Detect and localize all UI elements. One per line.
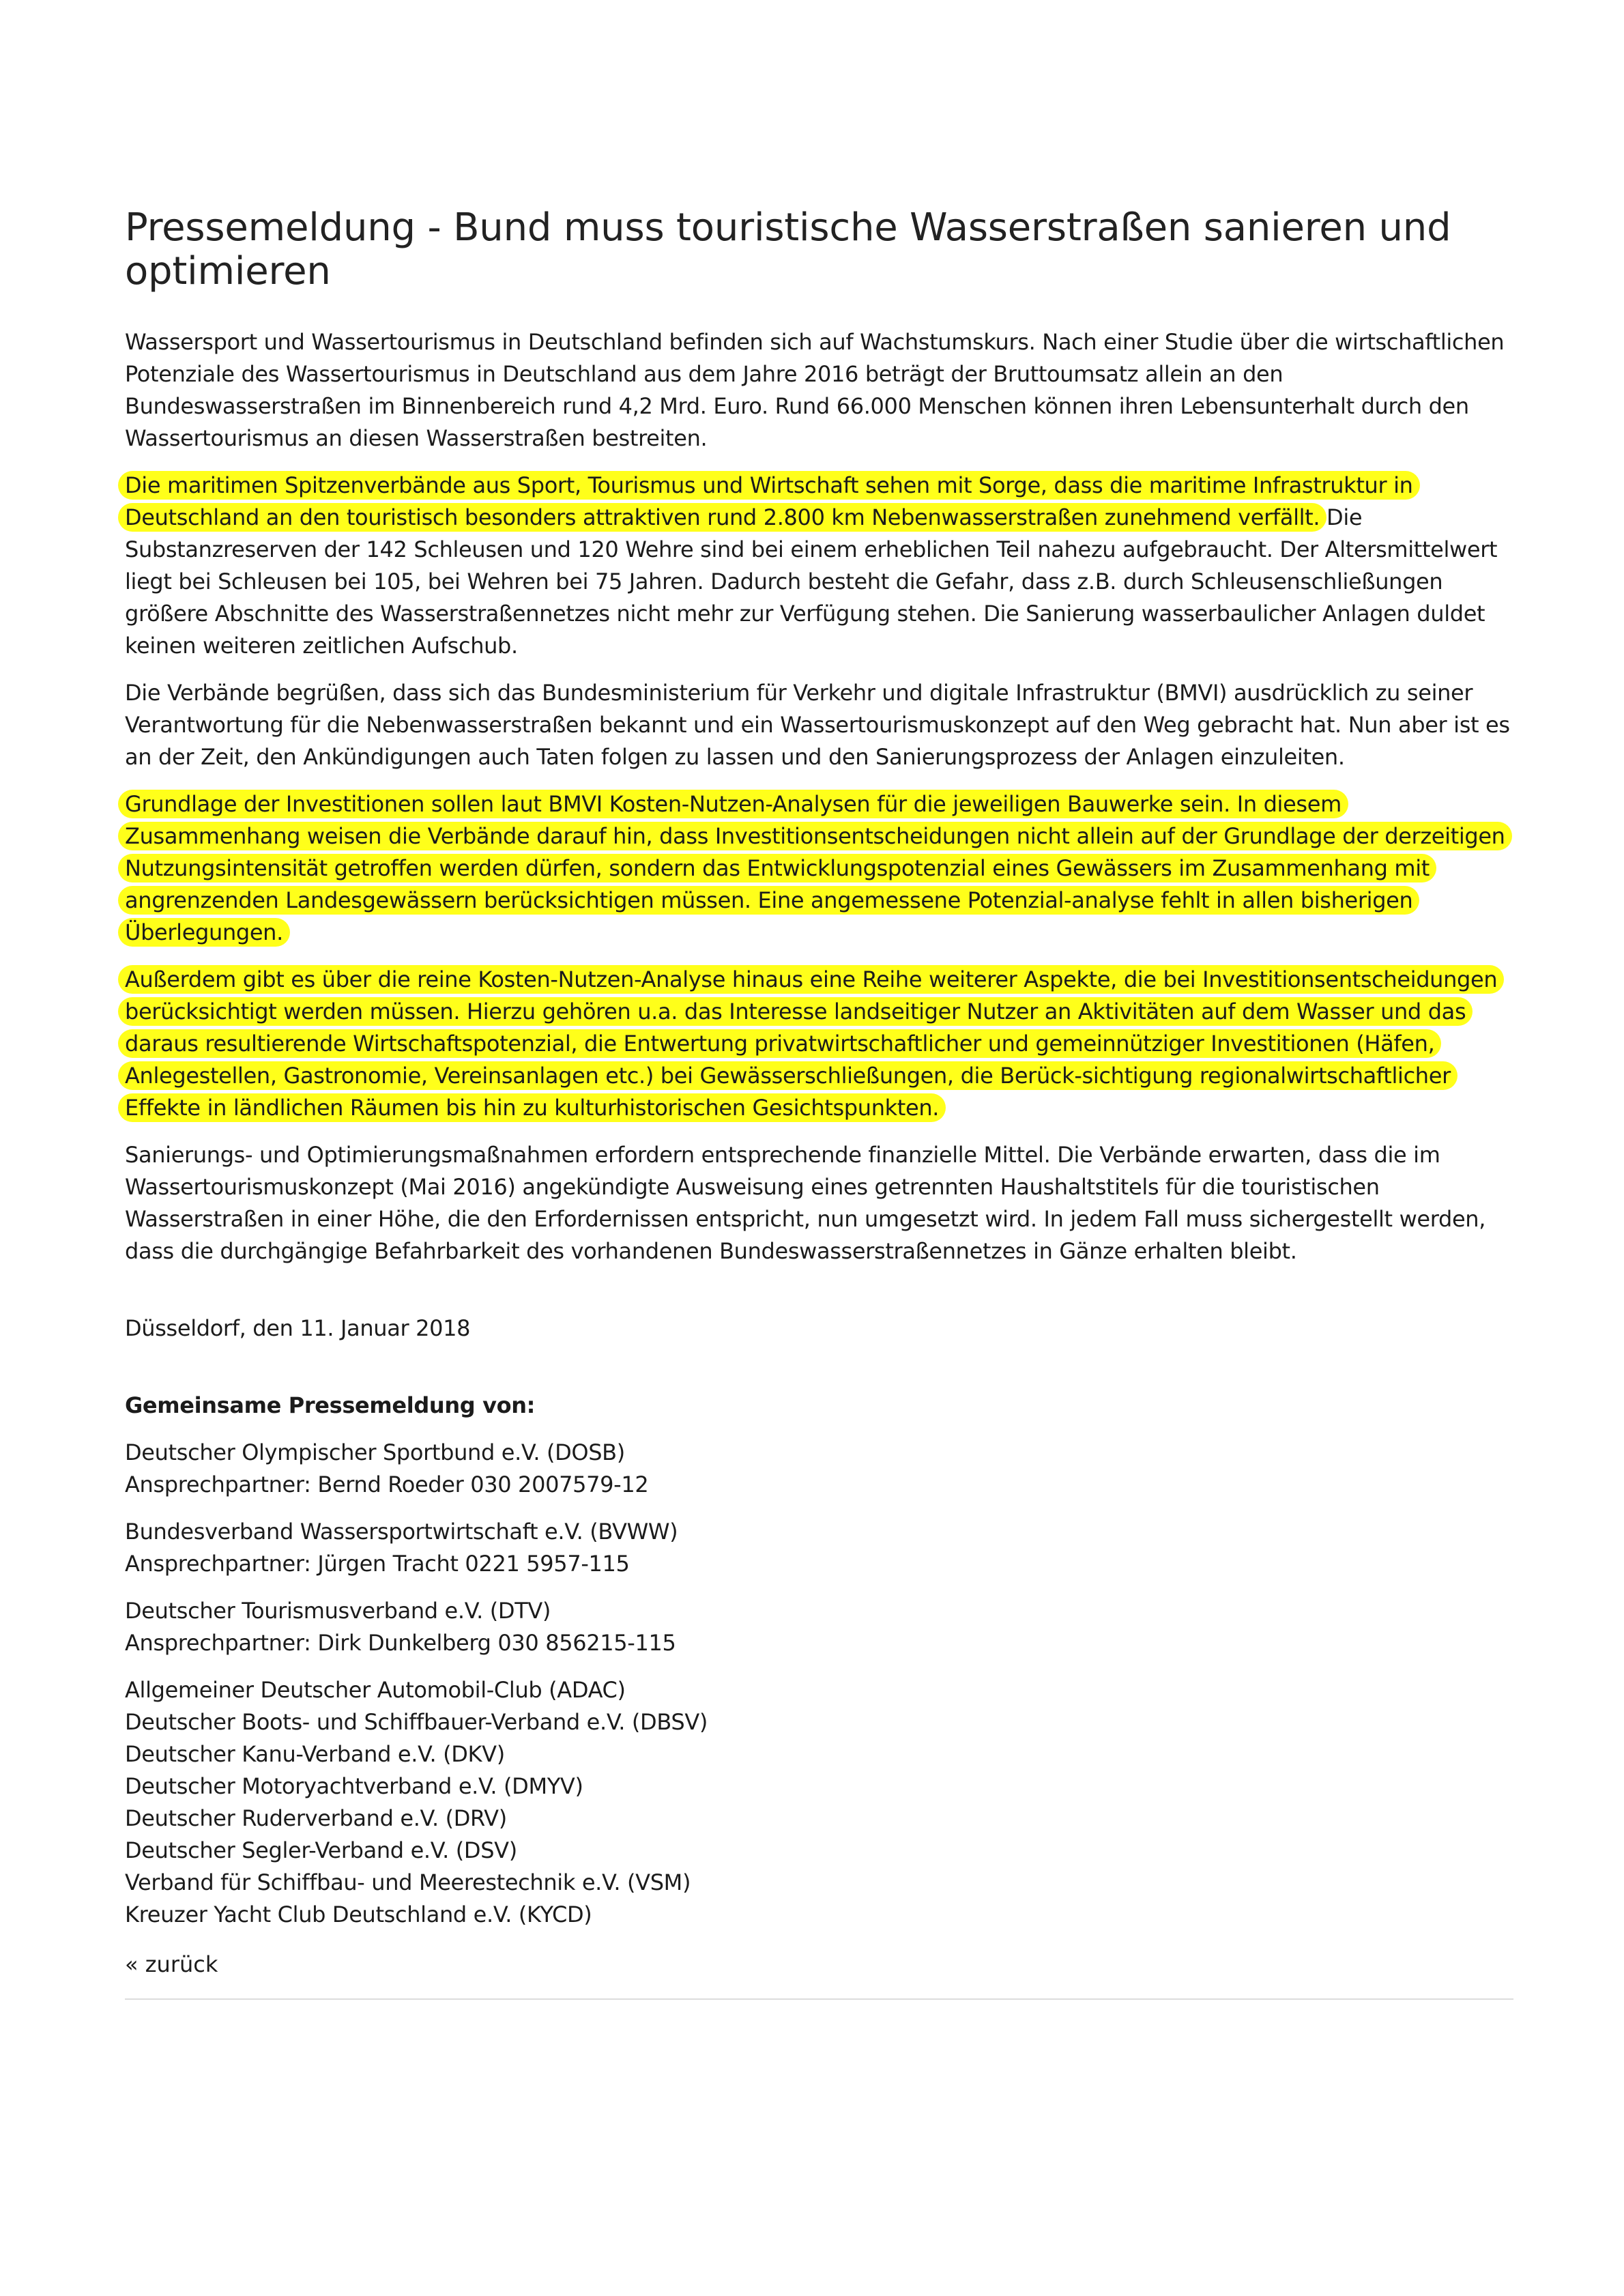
paragraph-aspects	[125, 964, 1513, 1124]
paragraph-bmvi: Die Verbände begrüßen, dass sich das Bundesministerium für Verkehr und digitale Infrastruktur (BMVI) ausdrücklich zu seiner Verantwortung für die Nebenwasserstraßen bekannt und ein Wassertourismuskonzept auf den Weg gebracht hat. Nun aber ist es an der Zeit, den Ankündigungen auch Taten folgen zu lassen und den Sanierungsprozess der Anlagen einzuleiten.	[125, 680, 1510, 770]
contact-org: Bundesverband Wassersportwirtschaft e.V. (BVWW)	[125, 1519, 678, 1545]
highlight-cost-benefit: Grundlage der Investitionen sollen laut BMVI Kosten-Nutzen-Analysen für die jeweiligen Bauwerke sein. In diesem Zusammenhang weisen die Verbände darauf hin, dass Investitionsentscheidungen nicht allein auf der Grundlage der derzeitigen Nutzungsintensität getroffen werden dürfen, sondern das Entwicklungspotenzial eines Gewässers im Zusammenhang mit angrenzenden Landesgewässern berücksichtigen müssen. Eine angemessene Potenzial-analyse fehlt in allen bisherigen Überlegungen.	[118, 790, 1512, 947]
contact-org: Deutscher Olympischer Sportbund e.V. (DOSB)	[125, 1439, 625, 1465]
contact-bvww	[125, 1516, 1513, 1580]
list-item: Deutscher Segler-Verband e.V. (DSV)	[125, 1837, 517, 1863]
paragraph-infrastructure	[125, 470, 1513, 662]
back-link[interactable]: « zurück	[125, 1951, 218, 1977]
paragraph-funding: Sanierungs- und Optimierungsmaßnahmen erfordern entsprechende finanzielle Mittel. Die Verbände erwarten, dass die im Wassertourismuskonzept (Mai 2016) angekündigte Ausweisung eines getrennten Haushaltstitels für die touristischen Wasserstraßen in einer Höhe, die den Erfordernissen entspricht, nun umgesetzt wird. In jedem Fall muss sichergestellt werden, dass die durchgängige Befahrbarkeit des vorhandenen Bundeswasserstraßennetzes in Gänze erhalten bleibt.	[125, 1142, 1486, 1264]
paragraph-infrastructure-rest: Die Substanzreserven der 142 Schleusen und 120 Wehre sind bei einem erheblichen Teil nahezu aufgebraucht. Der Altersmittelwert liegt bei Schleusen bei 105, bei Wehren bei 75 Jahren. Dadurch besteht die Gefahr, dass z.B. durch Schleusenschließungen größere Abschnitte des Wasserstraßennetzes nicht mehr zur Verfügung stehen. Die Sanierung wasserbaulicher Anlagen duldet keinen weiteren zeitlichen Aufschub.	[125, 504, 1498, 659]
list-item: Deutscher Ruderverband e.V. (DRV)	[125, 1805, 507, 1831]
highlight-infrastructure: Die maritimen Spitzenverbände aus Sport, Tourismus und Wirtschaft sehen mit Sorge, dass die maritime Infrastruktur in Deutschland an den touristisch besonders attraktiven rund 2.800 km Nebenwasserstraßen zunehmend verfällt.	[118, 471, 1420, 532]
signers-heading: Gemeinsame Pressemeldung von:	[125, 1392, 536, 1418]
contact-person: Ansprechpartner: Dirk Dunkelberg 030 856215-115	[125, 1630, 676, 1656]
list-item: Deutscher Boots- und Schiffbauer-Verband e.V. (DBSV)	[125, 1709, 708, 1735]
paragraph-cost-benefit	[125, 788, 1513, 949]
contact-dtv	[125, 1595, 1513, 1659]
list-item: Deutscher Motoryachtverband e.V. (DMYV)	[125, 1773, 583, 1799]
list-item: Verband für Schiffbau- und Meerestechnik e.V. (VSM)	[125, 1869, 691, 1895]
divider	[125, 1998, 1513, 2000]
contact-person: Ansprechpartner: Jürgen Tracht 0221 5957-115	[125, 1551, 630, 1577]
contact-dosb	[125, 1437, 1513, 1501]
contact-org: Deutscher Tourismusverband e.V. (DTV)	[125, 1598, 551, 1624]
press-release-page	[125, 0, 1513, 2000]
contact-person: Ansprechpartner: Bernd Roeder 030 2007579-12	[125, 1472, 649, 1497]
list-item: Kreuzer Yacht Club Deutschland e.V. (KYCD)	[125, 1902, 592, 1927]
paragraph-growth: Wassersport und Wassertourismus in Deutschland befinden sich auf Wachstumskurs. Nach einer Studie über die wirtschaftlichen Potenziale des Wassertourismus in Deutschland aus dem Jahre 2016 beträgt der Bruttoumsatz allein an den Bundeswasserstraßen im Binnenbereich rund 4,2 Mrd. Euro. Rund 66.000 Menschen können ihren Lebensunterhalt durch den Wassertourismus an diesen Wasserstraßen bestreiten.	[125, 329, 1505, 451]
highlight-aspects: Außerdem gibt es über die reine Kosten-Nutzen-Analyse hinaus eine Reihe weiterer Aspekte, die bei Investitionsentscheidungen berücksichtigt werden müssen. Hierzu gehören u.a. das Interesse landseitiger Nutzer an Aktivitäten auf dem Wasser und das daraus resultierende Wirtschaftspotenzial, die Entwertung privatwirtschaftlicher und gemeinnütziger Investitionen (Häfen, Anlegestellen, Gastronomie, Vereinsanlagen etc.) bei Gewässerschließungen, die Berück-sichtigung regionalwirtschaftlicher Effekte in ländlichen Räumen bis hin zu kulturhistorischen Gesichtspunkten.	[118, 965, 1504, 1122]
list-item: Deutscher Kanu-Verband e.V. (DKV)	[125, 1741, 505, 1767]
dateline: Düsseldorf, den 11. Januar 2018	[125, 1315, 471, 1341]
page-title: Pressemeldung - Bund muss touristische Wasserstraßen sanieren und optimieren	[125, 205, 1451, 293]
list-item: Allgemeiner Deutscher Automobil-Club (ADAC)	[125, 1677, 626, 1703]
other-organizations-list	[125, 1674, 1513, 1931]
article-body	[125, 326, 1513, 1267]
